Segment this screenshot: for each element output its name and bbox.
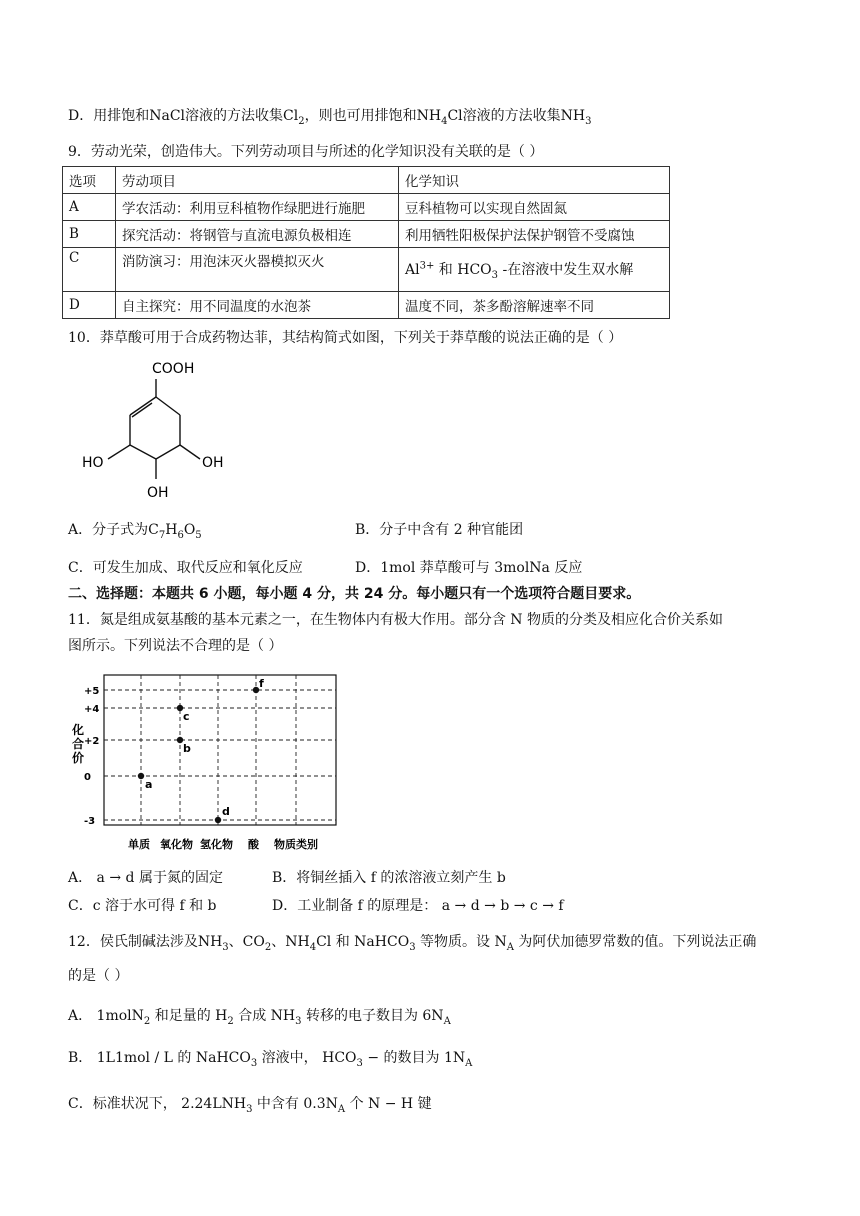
table-header-row — [63, 167, 670, 194]
oh-right-label: OH — [202, 455, 224, 471]
q11-option-a: A． a → d 属于氮的固定 — [68, 870, 223, 886]
q12-option-a: A． 1molN$_2$ 和足量的 $H_2$ 合成 $NH_3$ 转移的电子数目为 $6N_A$ — [68, 1008, 451, 1027]
row-item: 探究活动：将钢管与直流电源负极相连 — [116, 221, 399, 248]
x-tick-label: 物质类别 — [274, 838, 318, 851]
point-label-f: f — [259, 677, 264, 690]
q12-stem-line1: 12．侯氏制碱法涉及$NH_3$、$CO_2$、$NH_4Cl$ 和 NaHCO$_3$ 等物质。设 $N_A$ 为阿伏加德罗常数的值。下列说法正确 — [68, 934, 757, 953]
point-label-d: d — [222, 805, 230, 818]
table-row — [63, 292, 670, 319]
x-tick-label: 氧化物 — [160, 838, 193, 851]
point-label-a: a — [145, 778, 153, 791]
section-2-heading: 二、选择题：本题共 6 小题，每小题 4 分，共 24 分。每小题只有一个选项符合题目要求。 — [68, 586, 641, 602]
q11-option-d: D．工业制备 f 的原理是： a → d → b → c → f — [272, 898, 564, 914]
y-tick-label: +2 — [84, 736, 100, 747]
row-item: 消防演习：用泡沫灭火器模拟灭火 — [116, 248, 399, 292]
table-row — [63, 221, 670, 248]
row-knowledge: 温度不同，茶多酚溶解速率不同 — [399, 292, 670, 319]
row-knowledge: 豆科植物可以实现自然固氮 — [399, 194, 670, 221]
row-knowledge: 利用牺牲阳极保护法保护钢管不受腐蚀 — [399, 221, 670, 248]
oh-bottom-label: OH — [147, 485, 169, 501]
q9-table — [62, 166, 670, 319]
q12-option-c: C．标准状况下， $2.24LNH_3$ 中含有 $0.3N_A$ 个 N − H 键 — [68, 1096, 432, 1115]
table-row — [63, 248, 670, 292]
y-tick-label: +4 — [84, 704, 100, 715]
q8-option-d: D．用排饱和NaCl溶液的方法收集$Cl_2$，则也可用排饱和$NH_4Cl$溶液的方法收集$NH_3$ — [68, 108, 592, 127]
y-tick-label: +5 — [84, 686, 100, 697]
point-label-c: c — [183, 710, 190, 723]
q12-option-b: B． 1L1mol / L 的 NaHCO$_3$ 溶液中， $HCO_3$ − 的数目为 $1N_A$ — [68, 1050, 473, 1069]
ho-left-label: HO — [82, 455, 104, 471]
q10-option-b: B．分子中含有 2 种官能团 — [355, 522, 524, 538]
point-d — [215, 817, 221, 823]
x-tick-label: 酸 — [248, 838, 259, 851]
q11-option-c: C．c 溶于水可得 f 和 b — [68, 898, 217, 914]
y-tick-label: 0 — [84, 772, 91, 783]
cooh-label: COOH — [152, 361, 195, 377]
q12-stem-line2: 的是（ ） — [68, 968, 129, 984]
row-knowledge: $Al^{3+}$ 和 $HCO_3$ -在溶液中发生双水解 — [399, 248, 670, 292]
y-axis-label-2: 合 — [72, 737, 85, 751]
q11-option-b: B．将铜丝插入 f 的浓溶液立刻产生 b — [272, 870, 506, 886]
header-knowledge: 化学知识 — [399, 167, 670, 194]
row-option: C — [63, 248, 116, 292]
q10-stem: 10．莽草酸可用于合成药物达菲，其结构简式如图，下列关于莽草酸的说法正确的是（ ） — [68, 330, 623, 346]
q9-stem: 9．劳动光荣，创造伟大。下列劳动项目与所述的化学知识没有关联的是（ ） — [68, 144, 544, 160]
row-item: 学农活动：利用豆科植物作绿肥进行施肥 — [116, 194, 399, 221]
x-tick-label: 单质 — [128, 838, 150, 851]
y-tick-label: -3 — [84, 816, 96, 827]
y-axis-label-1: 化 — [72, 723, 85, 737]
q10-option-c: C．可发生加成、取代反应和氧化反应 — [68, 560, 303, 576]
row-option: A — [63, 194, 116, 221]
header-option: 选项 — [63, 167, 116, 194]
shikimic-acid-structure — [70, 355, 240, 505]
point-a — [138, 773, 144, 779]
q10-option-d: D．1mol 莽草酸可与 3molNa 反应 — [355, 560, 583, 576]
point-label-b: b — [183, 742, 191, 755]
header-item: 劳动项目 — [116, 167, 399, 194]
x-tick-label: 氢化物 — [200, 838, 233, 851]
q11-stem-line1: 11．氮是组成氨基酸的基本元素之一，在生物体内有极大作用。部分含 N 物质的分类及相应化合价关系如 — [68, 612, 723, 628]
y-axis-label-3: 价 — [72, 751, 85, 765]
q11-stem-line2: 图所示。下列说法不合理的是（ ） — [68, 638, 283, 654]
valence-category-chart — [68, 670, 348, 856]
table-row — [63, 194, 670, 221]
q10-option-a: A．分子式为$C_7H_6O_5$ — [68, 522, 202, 541]
row-option: D — [63, 292, 116, 319]
row-item: 自主探究：用不同温度的水泡茶 — [116, 292, 399, 319]
row-option: B — [63, 221, 116, 248]
